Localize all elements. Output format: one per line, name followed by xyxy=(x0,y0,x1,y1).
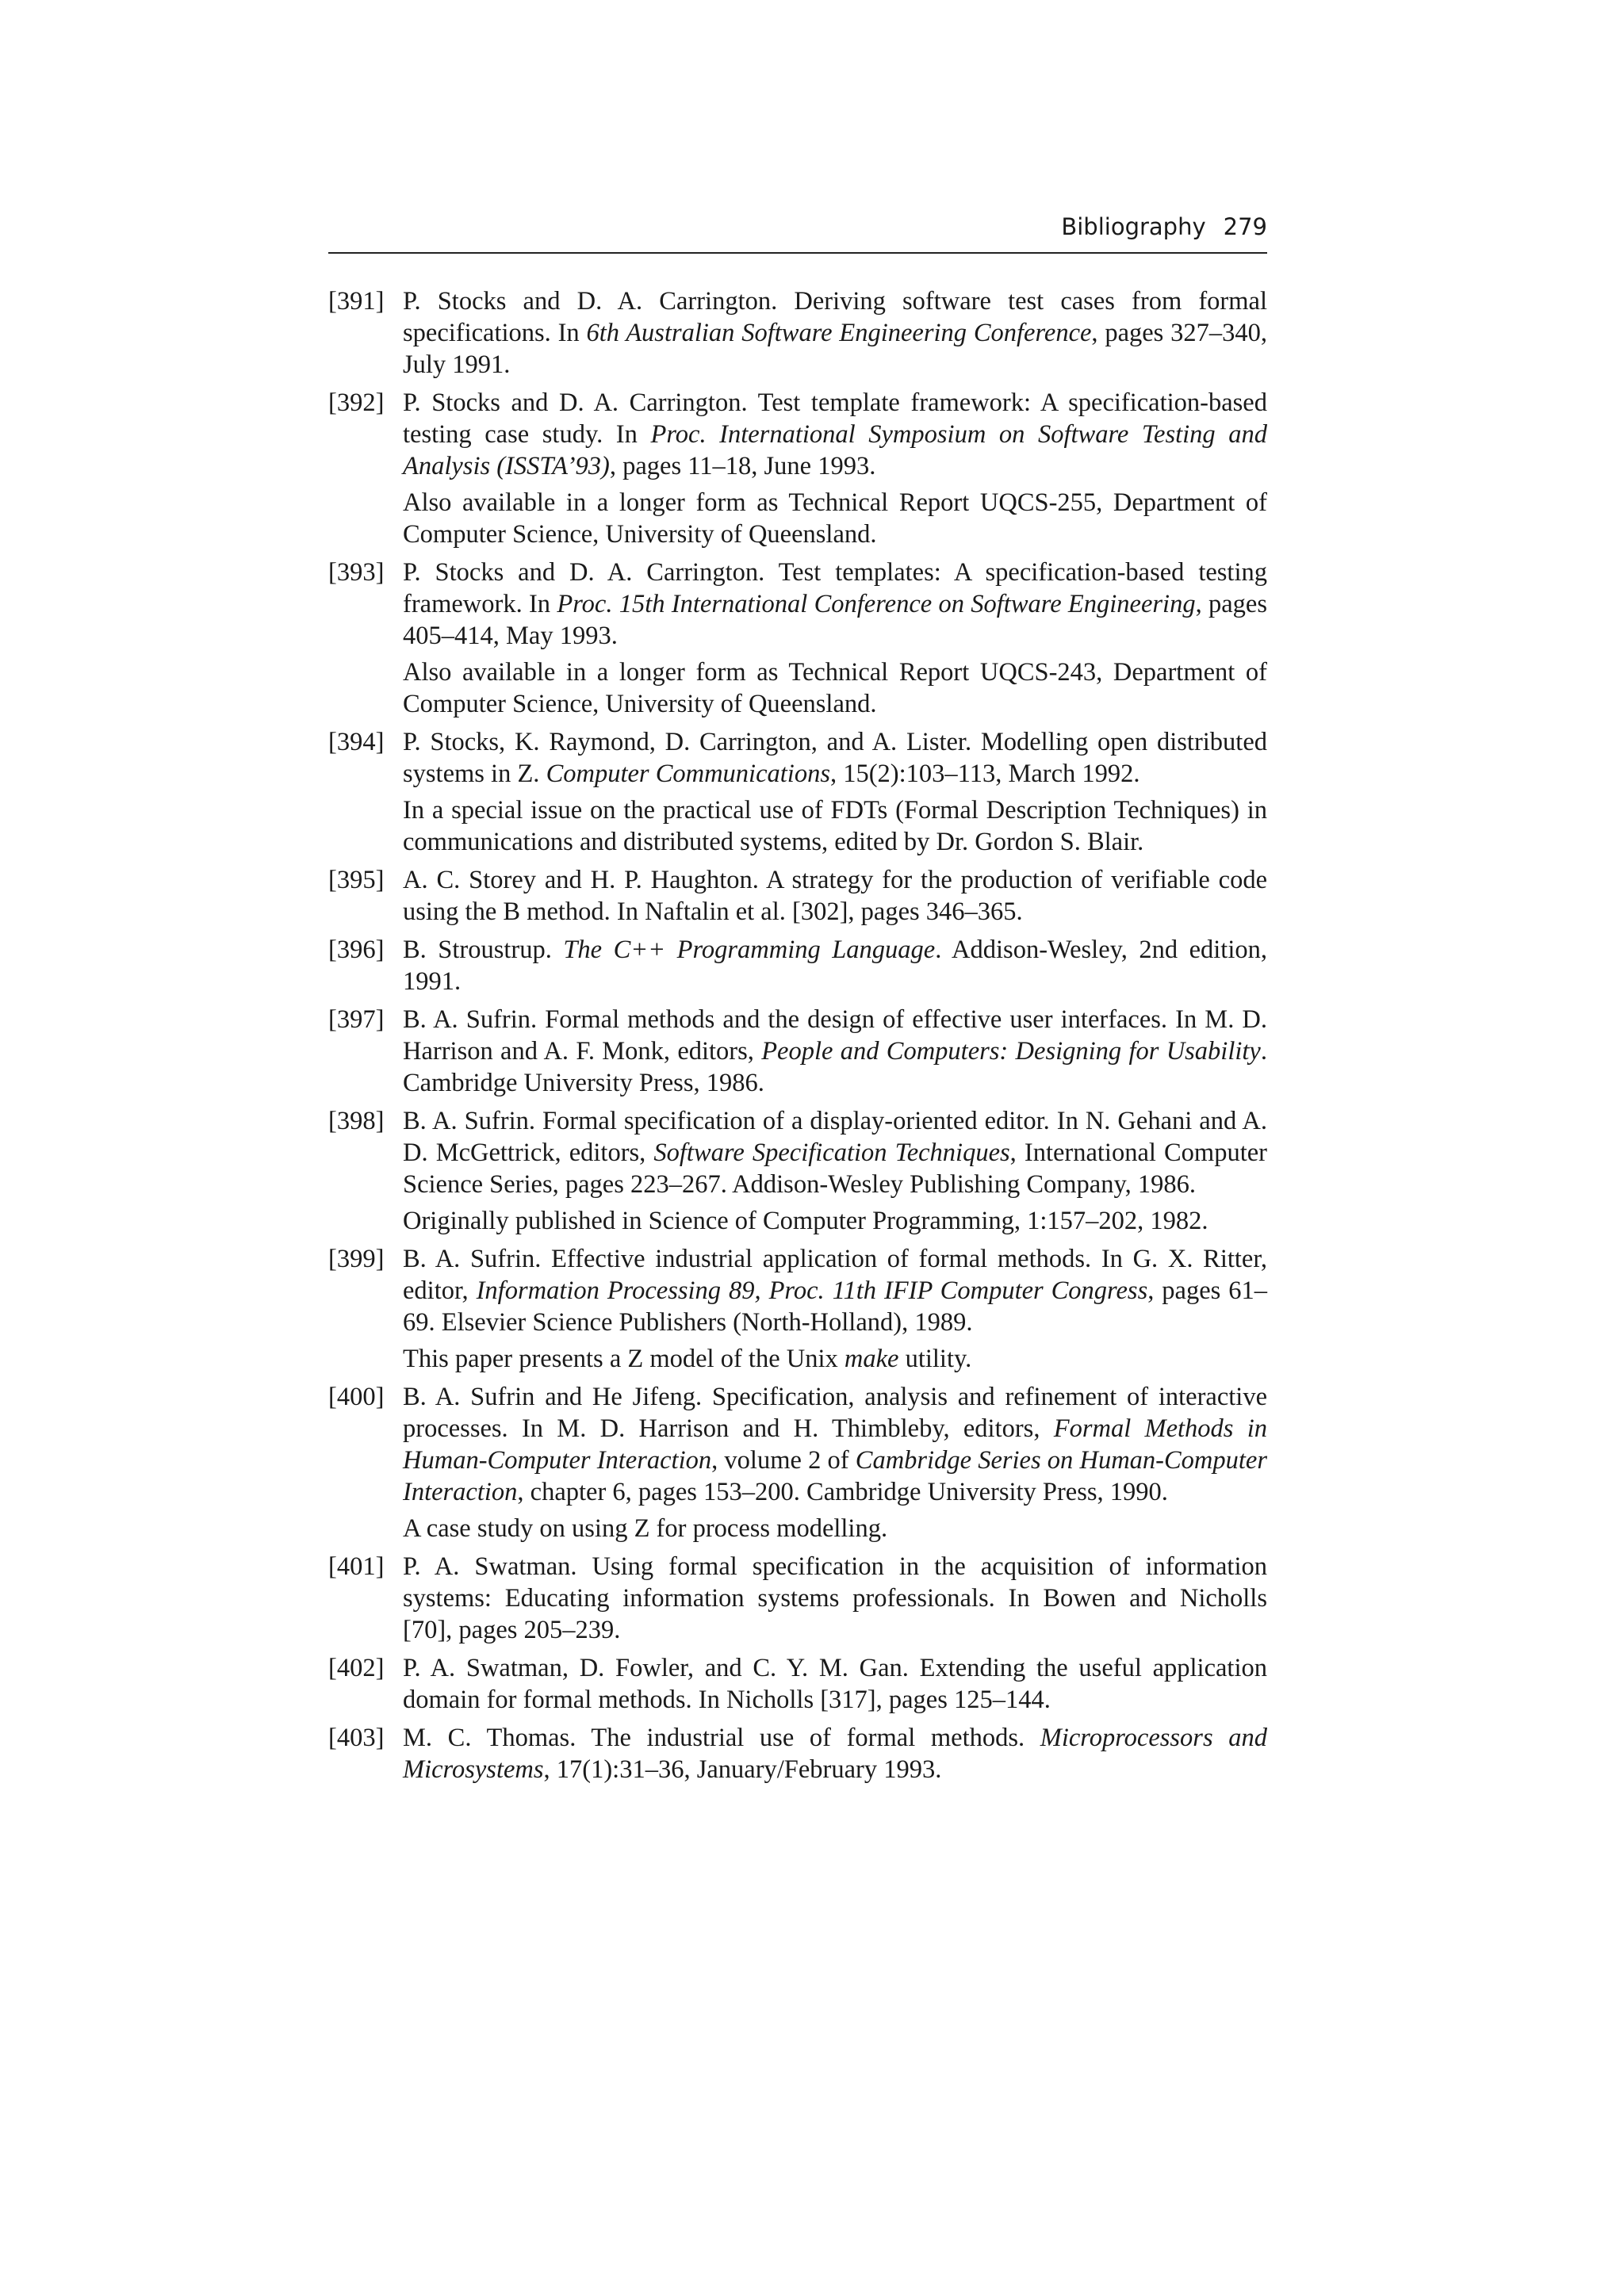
bib-entry xyxy=(328,1652,1267,1716)
bib-entry xyxy=(328,1551,1267,1646)
citation-text: , pages 327–340, July 1991. xyxy=(403,319,1267,379)
citation-text: utility. xyxy=(898,1345,972,1373)
bib-entry-note xyxy=(403,1205,1267,1237)
bib-entry-citation xyxy=(403,864,1267,928)
citation-text: Also available in a longer form as Technical Report UQCS-255, Department of Computer Science, University of Queensland. xyxy=(403,488,1267,549)
bib-entry xyxy=(328,285,1267,381)
bib-entry-label: [395] xyxy=(328,866,385,894)
bib-entry-label: [397] xyxy=(328,1005,385,1034)
citation-text: A. C. Storey and H. P. Haughton. A strategy for the production of verifiable code using the B method. In Naftalin et al. [302], pages 346–365. xyxy=(403,866,1267,926)
citation-text: . Cambridge University Press, 1986. xyxy=(403,1037,1267,1097)
bib-entry-label: [403] xyxy=(328,1724,385,1752)
bib-entry-citation xyxy=(403,1652,1267,1716)
bib-entry-citation xyxy=(403,726,1267,790)
citation-text: , pages 11–18, June 1993. xyxy=(609,452,876,480)
citation-text: P. Stocks and D. A. Carrington. Test templates: A specification-based testing framework. In xyxy=(403,558,1267,618)
bib-entry-citation xyxy=(403,1004,1267,1099)
bib-entry-citation xyxy=(403,1243,1267,1338)
bib-entry-label: [398] xyxy=(328,1107,385,1135)
bib-entry xyxy=(328,934,1267,997)
bib-entry xyxy=(328,1004,1267,1099)
bib-entry xyxy=(328,864,1267,928)
citation-text: A case study on using Z for process modelling. xyxy=(403,1514,888,1543)
bib-entry-citation xyxy=(403,1381,1267,1508)
bib-entry-citation xyxy=(403,934,1267,997)
italic-text: Microprocessors and Microsystems xyxy=(403,1724,1267,1784)
bib-entry-citation xyxy=(403,1722,1267,1785)
section-title: Bibliography xyxy=(1061,213,1206,240)
italic-text: Formal Methods in Human-Computer Interaction xyxy=(403,1414,1267,1475)
citation-text: B. A. Sufrin. Effective industrial application of formal methods. In G. X. Ritter, editor, xyxy=(403,1245,1267,1305)
citation-text: M. C. Thomas. The industrial use of formal methods. xyxy=(403,1724,1040,1752)
bib-entry-citation xyxy=(403,1105,1267,1200)
bib-entry-citation xyxy=(403,1551,1267,1646)
bib-entry-note xyxy=(403,794,1267,858)
citation-text: P. Stocks, K. Raymond, D. Carrington, and A. Lister. Modelling open distributed systems in Z. xyxy=(403,728,1267,788)
bib-entry-label: [393] xyxy=(328,558,385,587)
bib-entry-citation xyxy=(403,285,1267,381)
citation-text: B. Stroustrup. xyxy=(403,936,564,964)
citation-text: In a special issue on the practical use of FDTs (Formal Description Techniques) in communications and distributed systems, edited by Dr. Gordon S. Blair. xyxy=(403,796,1267,856)
italic-text: make xyxy=(844,1345,899,1373)
bib-entry-label: [399] xyxy=(328,1245,385,1273)
citation-text: P. A. Swatman. Using formal specification in the acquisition of information systems: Educating information systems professionals. In Bowen and Nicholls [70], pages 205–239. xyxy=(403,1552,1267,1644)
citation-text: B. A. Sufrin and He Jifeng. Specification, analysis and refinement of interactive processes. In M. D. Harrison and H. Thimbleby, editors, xyxy=(403,1383,1267,1443)
bib-entry-label: [396] xyxy=(328,936,385,964)
citation-text: Originally published in Science of Computer Programming, 1:157–202, 1982. xyxy=(403,1207,1208,1235)
citation-text: P. Stocks and D. A. Carrington. Deriving software test cases from formal specifications. In xyxy=(403,287,1267,347)
italic-text: The C++ Programming Language xyxy=(563,936,936,964)
italic-text: Software Specification Techniques xyxy=(653,1138,1010,1167)
italic-text: Proc. 15th International Conference on Software Engineering xyxy=(557,590,1196,618)
citation-text: This paper presents a Z model of the Unix xyxy=(403,1345,845,1373)
citation-text: , pages 405–414, May 1993. xyxy=(403,590,1267,650)
citation-text: , pages 61–69. Elsevier Science Publishers (North-Holland), 1989. xyxy=(403,1276,1268,1337)
bib-entry xyxy=(328,557,1267,720)
italic-text: 6th Australian Software Engineering Conference xyxy=(586,319,1092,347)
bib-entry-label: [394] xyxy=(328,728,385,756)
citation-text: Also available in a longer form as Technical Report UQCS-243, Department of Computer Science, University of Queensland. xyxy=(403,658,1267,718)
citation-text: P. Stocks and D. A. Carrington. Test template framework: A specification-based testing case study. In xyxy=(403,388,1267,449)
running-head-right xyxy=(1061,212,1267,241)
bib-entry-label: [391] xyxy=(328,287,385,316)
italic-text: People and Computers: Designing for Usability xyxy=(761,1037,1261,1066)
citation-text: , 15(2):103–113, March 1992. xyxy=(829,760,1140,788)
italic-text: Proc. International Symposium on Software Testing and Analysis (ISSTA’93) xyxy=(403,420,1267,480)
bib-entry-label: [392] xyxy=(328,388,385,417)
bib-entry-label: [400] xyxy=(328,1383,385,1411)
page-number: 279 xyxy=(1223,213,1267,240)
bib-entry xyxy=(328,1722,1267,1785)
bib-entry xyxy=(328,726,1267,858)
bib-entry xyxy=(328,1105,1267,1237)
bib-entry xyxy=(328,1381,1267,1544)
bib-entry-note xyxy=(403,656,1267,720)
citation-text: P. A. Swatman, D. Fowler, and C. Y. M. Gan. Extending the useful application domain for formal methods. In Nicholls [317], pages 125–144. xyxy=(403,1654,1267,1714)
running-head xyxy=(328,212,1267,254)
bib-entry-label: [401] xyxy=(328,1552,385,1581)
citation-text: B. A. Sufrin. Formal specification of a display-oriented editor. In N. Gehani and A. D. McGettrick, editors, xyxy=(403,1107,1267,1167)
italic-text: Computer Communications xyxy=(546,760,830,788)
citation-text: , chapter 6, pages 153–200. Cambridge University Press, 1990. xyxy=(517,1478,1168,1506)
bib-entry-note xyxy=(403,487,1267,550)
bib-entry-note xyxy=(403,1343,1267,1375)
citation-text: , International Computer Science Series, pages 223–267. Addison-Wesley Publishing Company, 1986. xyxy=(403,1138,1267,1199)
bib-entry-citation xyxy=(403,387,1267,482)
bib-entry xyxy=(328,1243,1267,1375)
citation-text: B. A. Sufrin. Formal methods and the design of effective user interfaces. In M. D. Harrison and A. F. Monk, editors, xyxy=(403,1005,1267,1066)
italic-text: Information Processing 89, Proc. 11th IFIP Computer Congress xyxy=(476,1276,1148,1305)
bib-entry-note xyxy=(403,1513,1267,1544)
bib-entry-citation xyxy=(403,557,1267,652)
bib-entry xyxy=(328,387,1267,550)
citation-text: , 17(1):31–36, January/February 1993. xyxy=(543,1755,942,1784)
bib-entry-label: [402] xyxy=(328,1654,385,1682)
italic-text: Cambridge Series on Human-Computer Interaction xyxy=(403,1446,1267,1506)
citation-text: . Addison-Wesley, 2nd edition, 1991. xyxy=(403,936,1267,996)
citation-text: , volume 2 of xyxy=(711,1446,856,1475)
bibliography-list xyxy=(328,285,1267,1792)
